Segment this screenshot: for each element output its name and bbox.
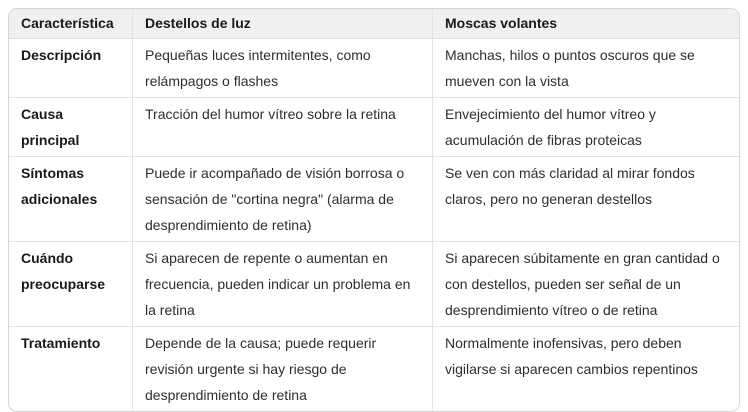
column-header-caracteristica: Característica	[9, 9, 132, 39]
row-label: Cuándo preocuparse	[9, 242, 132, 327]
comparison-table-container	[8, 8, 740, 412]
row-label: Tratamiento	[21, 335, 101, 351]
column-header-destellos: Destellos de luz	[132, 9, 432, 39]
table-row-sintomas-adicionales	[9, 157, 739, 242]
cell-destellos: Pequeñas luces intermitentes, como relámpagos o flashes	[132, 39, 432, 98]
cell-moscas: Manchas, hilos o puntos oscuros que se mueven con la vista	[432, 39, 739, 98]
cell-moscas: Normalmente inofensivas, pero deben vigilarse si aparecen cambios repentinos	[432, 327, 739, 411]
table-row-cuando-preocuparse	[9, 242, 739, 327]
cell-destellos: Si aparecen de repente o aumentan en frecuencia, pueden indicar un problema en la retina	[132, 242, 432, 327]
comparison-table	[9, 9, 739, 411]
cell-moscas: Si aparecen súbitamente en gran cantidad o con destellos, pueden ser señal de un desprendimiento vítreo o de retina	[432, 242, 739, 327]
column-header-moscas: Moscas volantes	[432, 9, 739, 39]
cell-destellos: Puede ir acompañado de visión borrosa o sensación de "cortina negra" (alarma de desprendimiento de retina)	[132, 157, 432, 242]
row-label: Descripción	[9, 39, 132, 98]
row-label: Síntomas adicionales	[9, 157, 132, 242]
cell-moscas: Envejecimiento del humor vítreo y acumulación de fibras proteicas	[432, 98, 739, 157]
cell-destellos: Depende de la causa; puede requerir revisión urgente si hay riesgo de desprendimiento de retina	[132, 327, 432, 411]
table-row-descripcion	[9, 39, 739, 98]
cell-destellos: Tracción del humor vítreo sobre la retina	[132, 98, 432, 157]
table-row-causa-principal	[9, 98, 739, 157]
table-row-tratamiento	[9, 327, 739, 411]
cell-moscas: Se ven con más claridad al mirar fondos claros, pero no generan destellos	[432, 157, 739, 242]
table-header-row	[9, 9, 739, 39]
row-label: Causa principal	[9, 98, 132, 157]
